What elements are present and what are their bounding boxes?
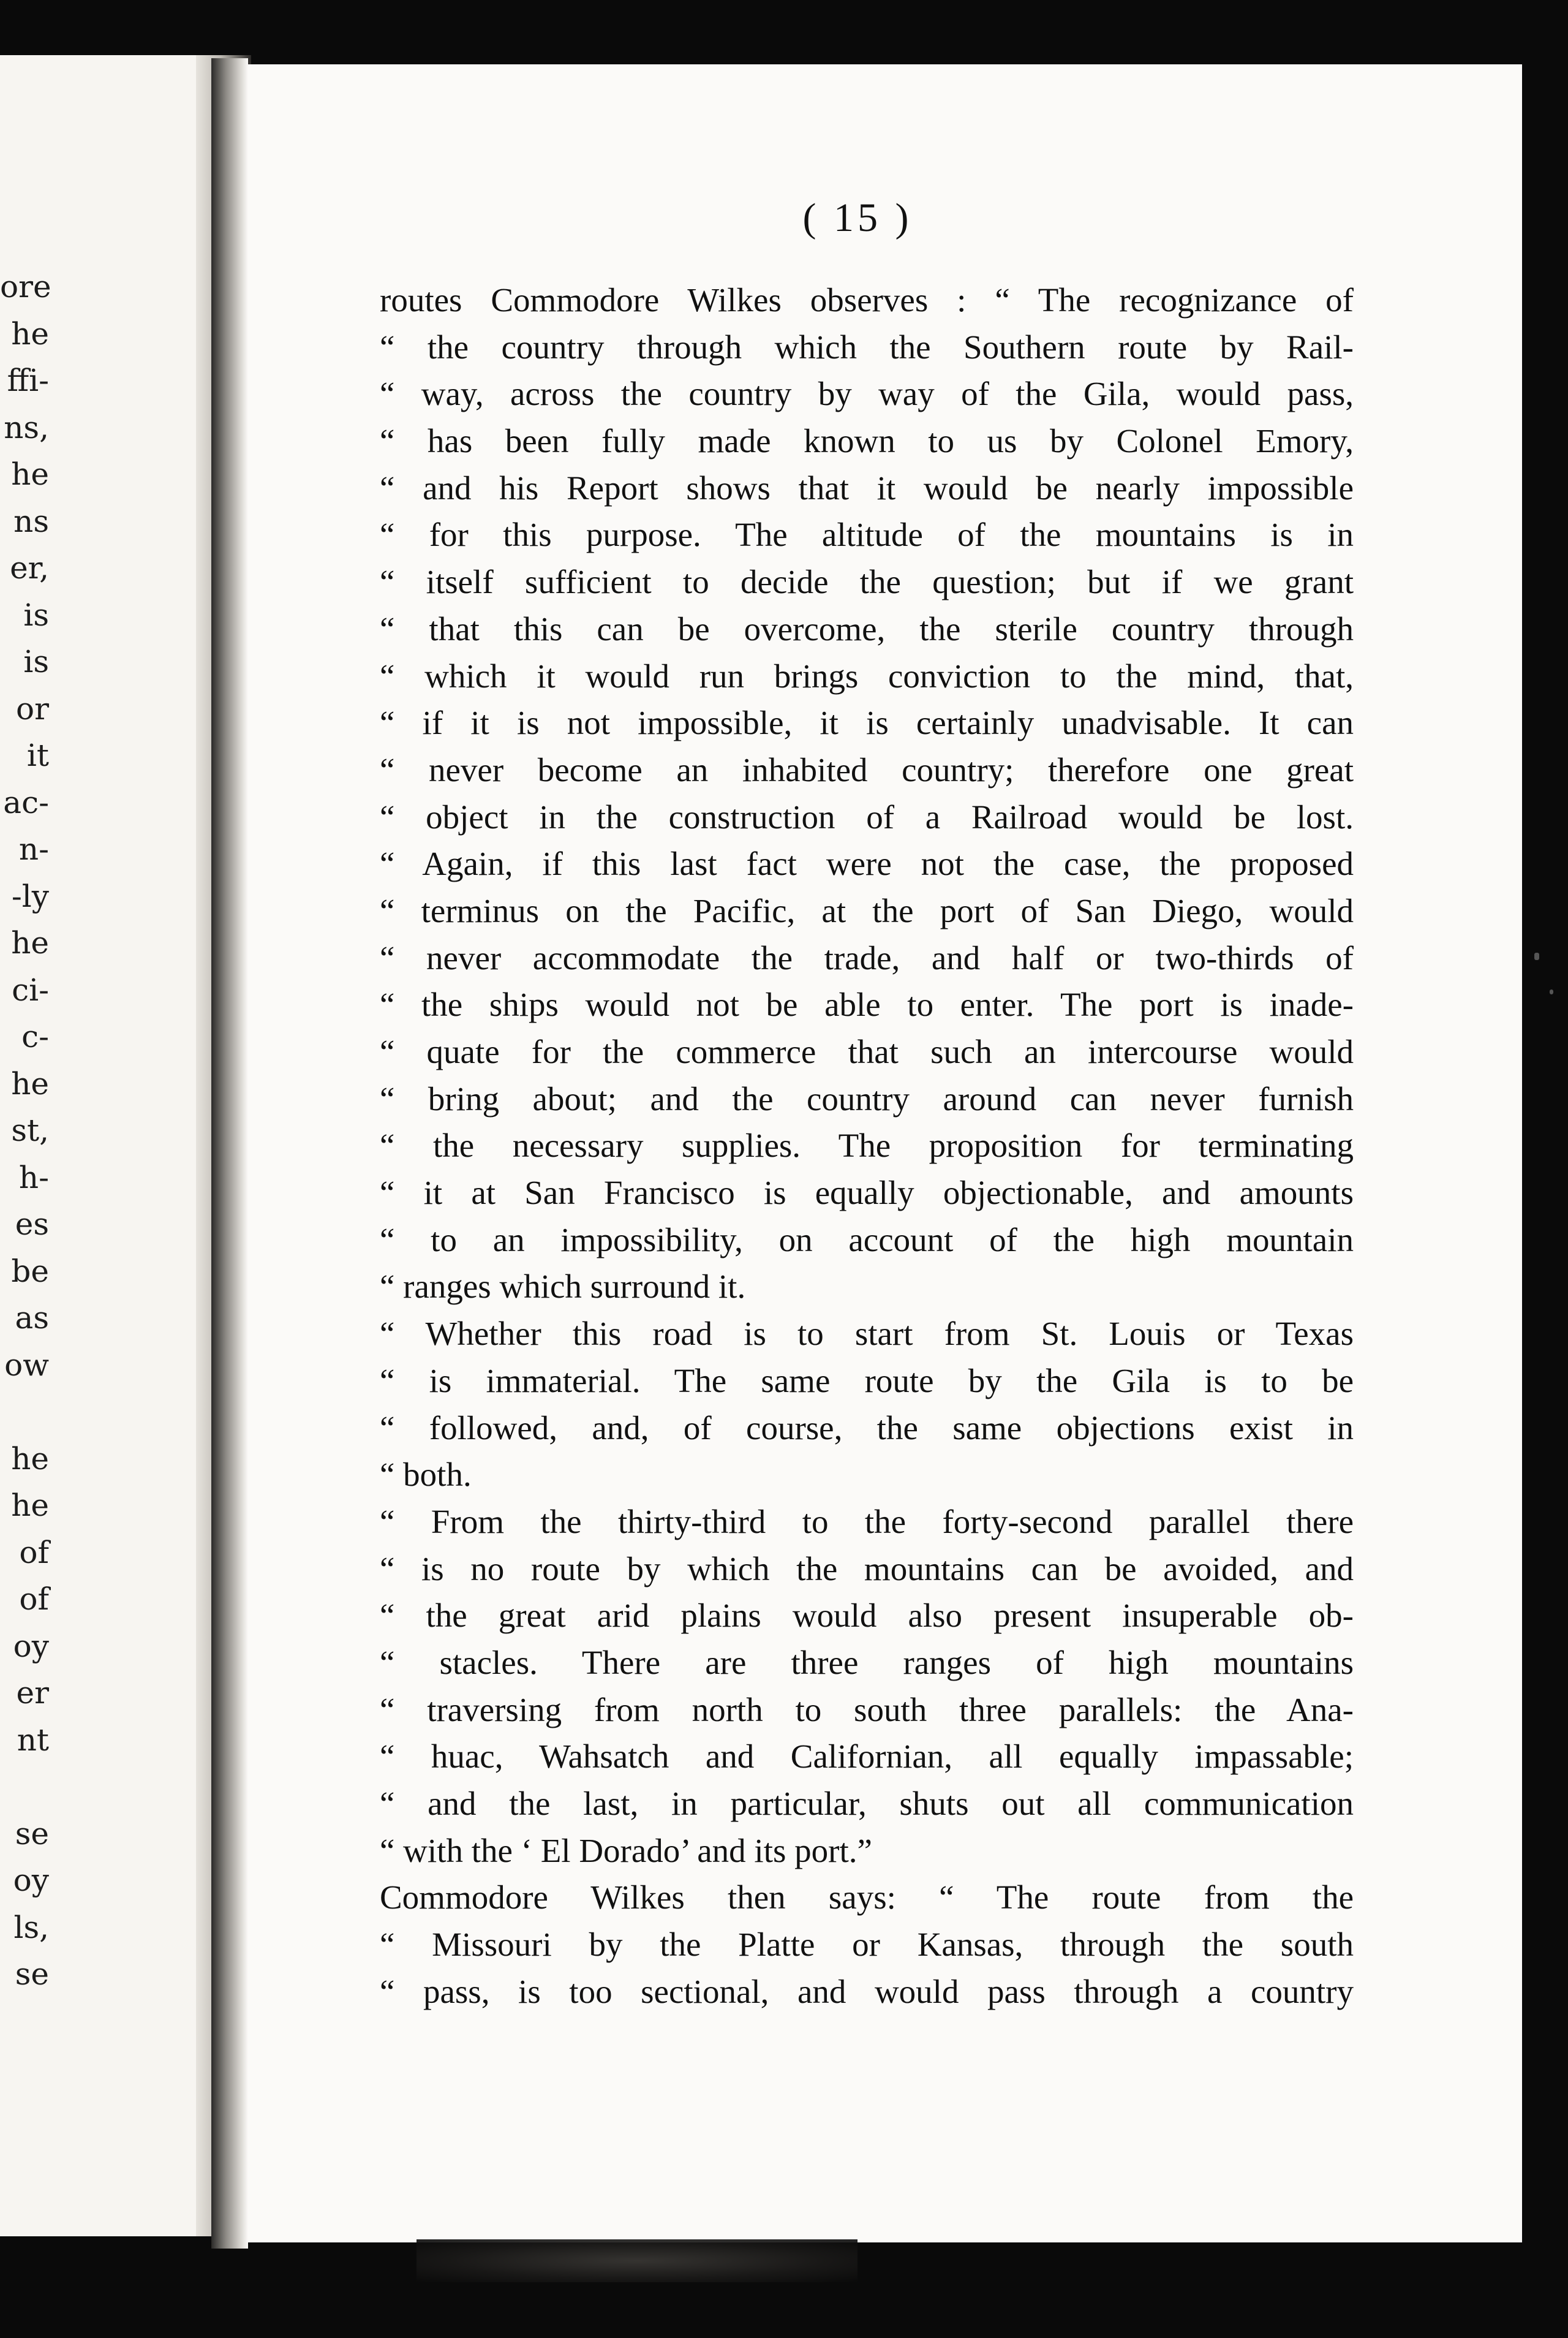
fragment-line: of: [19, 1534, 49, 1570]
text-line: “ huac, Wahsatch and Californian, all equally impassable;: [380, 1738, 1354, 1776]
scan-speck: [1550, 989, 1553, 994]
text-line: “ which it would run brings conviction to the mind, that,: [380, 657, 1354, 695]
text-line: “ ranges which surround it.: [380, 1268, 746, 1306]
previous-page-text-fragments: [0, 263, 49, 1998]
fragment-line: -ly: [11, 878, 49, 914]
text-line: “ Missouri by the Platte or Kansas, through the south: [380, 1926, 1354, 1964]
text-line: “ Again, if this last fact were not the case, the proposed: [380, 845, 1354, 883]
fragment-line: be: [11, 1253, 49, 1289]
text-line: “ quate for the commerce that such an intercourse would: [380, 1033, 1354, 1070]
fragment-line: ac-: [3, 784, 49, 820]
text-line: “ and his Report shows that it would be nearly impossible: [380, 469, 1354, 507]
fragment-line: ns: [13, 503, 49, 539]
text-line: “ stacles. There are three ranges of high mountains: [380, 1643, 1354, 1681]
text-line: “ bring about; and the country around can never furnish: [380, 1080, 1354, 1118]
page-edge-shadow: [211, 58, 248, 2249]
fragment-line: ls,: [13, 1909, 49, 1945]
fragment-line: it: [26, 738, 49, 773]
text-line: “ it at San Francisco is equally objectionable, and amounts: [380, 1174, 1354, 1212]
text-line: “ traversing from north to south three parallels: the Ana-: [380, 1690, 1354, 1728]
text-line: “ followed, and, of course, the same objections exist in: [380, 1409, 1354, 1447]
fragment-line: ore: [0, 269, 51, 305]
fragment-line: he: [11, 1488, 49, 1523]
fragment-line: or: [15, 690, 49, 727]
text-line: “ both.: [380, 1456, 472, 1494]
text-line: “ with the ‘ El Dorado’ and its port.”: [380, 1831, 872, 1869]
text-line: “ itself sufficient to decide the question; but if we grant: [380, 563, 1354, 601]
fragment-line: oy: [13, 1863, 49, 1898]
binding-smudge: [417, 2239, 858, 2282]
fragment-line: h-: [18, 1159, 49, 1195]
fragment-line: he: [11, 316, 49, 352]
fragment-line: ci-: [12, 972, 49, 1008]
text-line: “ to an impossibility, on account of the high mountain: [380, 1220, 1354, 1258]
text-line: “ the ships would not be able to enter. The port is inade-: [380, 986, 1354, 1024]
text-line: “ the necessary supplies. The proposition for terminating: [380, 1127, 1354, 1165]
fragment-line: as: [15, 1300, 49, 1336]
text-line: “ pass, is too sectional, and would pass through a country: [380, 1972, 1354, 2010]
fragment-line: se: [15, 1815, 49, 1852]
fragment-line: es: [15, 1206, 49, 1242]
fragment-line: st,: [11, 1113, 49, 1148]
fragment-line: of: [19, 1581, 49, 1617]
fragment-line: [0, 1763, 49, 1810]
text-line: “ Whether this road is to start from St. Louis or Texas: [380, 1315, 1354, 1353]
fragment-line: nt: [17, 1722, 49, 1758]
fragment-line: he: [11, 1440, 49, 1477]
text-line: “ if it is not impossible, it is certainly unadvisable. It can: [380, 704, 1354, 742]
fragment-line: n-: [18, 831, 49, 867]
text-line: “ never become an inhabited country; therefore one great: [380, 751, 1354, 789]
text-line: Commodore Wilkes then says: “ The route from the: [380, 1878, 1354, 1916]
fragment-line: [0, 1388, 49, 1436]
text-line: “ that this can be overcome, the sterile country through: [380, 610, 1354, 648]
fragment-line: oy: [13, 1628, 49, 1664]
text-line: routes Commodore Wilkes observes : “ The recognizance of: [380, 281, 1354, 319]
fragment-line: is: [23, 597, 49, 633]
scan-speck: [1534, 953, 1539, 960]
fragment-line: is: [23, 644, 49, 679]
fragment-line: he: [11, 456, 49, 492]
fragment-line: se: [15, 1956, 49, 1992]
fragment-line: er: [16, 1675, 49, 1711]
fragment-line: ow: [4, 1347, 49, 1383]
text-line: “ and the last, in particular, shuts out all communication: [380, 1785, 1354, 1822]
fragment-line: er,: [10, 550, 49, 586]
fragment-line: he: [11, 925, 49, 961]
text-line: “ the great arid plains would also present insuperable ob-: [380, 1597, 1354, 1635]
fragment-line: he: [11, 1065, 49, 1102]
page-number: ( 15 ): [802, 195, 913, 240]
fragment-line: ffi-: [7, 363, 49, 398]
text-line: “ From the thirty-third to the forty-second parallel there: [380, 1502, 1354, 1540]
text-line: “ has been fully made known to us by Colonel Emory,: [380, 422, 1354, 460]
text-line: “ object in the construction of a Railroad would be lost.: [380, 798, 1354, 836]
text-line: “ never accommodate the trade, and half or two-thirds of: [380, 939, 1354, 977]
text-line: “ the country through which the Southern route by Rail-: [380, 328, 1354, 366]
text-line: “ is immaterial. The same route by the Gila is to be: [380, 1361, 1354, 1399]
page-body-text: [380, 277, 1354, 2015]
fragment-line: ns,: [4, 409, 49, 445]
text-line: “ is no route by which the mountains can be avoided, and: [380, 1549, 1354, 1587]
fragment-line: c-: [21, 1019, 49, 1054]
text-line: “ way, across the country by way of the Gila, would pass,: [380, 375, 1354, 413]
text-line: “ terminus on the Pacific, at the port of San Diego, would: [380, 891, 1354, 929]
text-line: “ for this purpose. The altitude of the mountains is in: [380, 516, 1354, 554]
